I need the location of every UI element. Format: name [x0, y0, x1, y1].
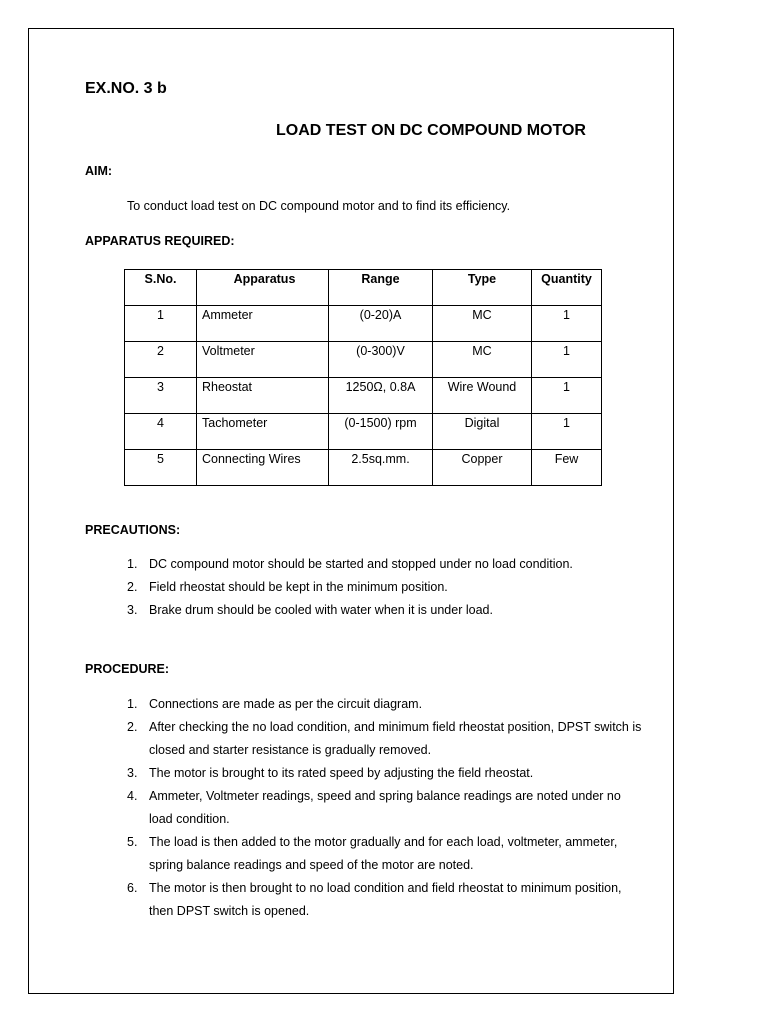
list-item: [127, 877, 647, 923]
list-item-number: 2.: [127, 720, 138, 734]
list-item-text: The load is then added to the motor gradually and for each load, voltmeter, ammeter, spring balance readings and speed of the motor are noted.: [149, 835, 618, 872]
list-item-number: 2.: [127, 580, 138, 594]
header-range: Range: [329, 270, 433, 306]
cell-sno: 2: [125, 342, 197, 378]
cell-apparatus: Connecting Wires: [197, 450, 329, 486]
cell-sno: 4: [125, 414, 197, 450]
header-quantity: Quantity: [532, 270, 602, 306]
list-item-text: The motor is then brought to no load condition and field rheostat to minimum position, then DPST switch is opened.: [149, 881, 622, 918]
cell-quantity: 1: [532, 342, 602, 378]
cell-range: (0-300)V: [329, 342, 433, 378]
cell-apparatus: Ammeter: [197, 306, 329, 342]
cell-type: Digital: [433, 414, 532, 450]
experiment-number: EX.NO. 3 b: [85, 80, 167, 97]
cell-quantity: Few: [532, 450, 602, 486]
cell-type: MC: [433, 342, 532, 378]
list-item-number: 3.: [127, 766, 138, 780]
list-item: [127, 762, 647, 785]
document-title: [0, 122, 768, 140]
list-item-text: After checking the no load condition, and minimum field rheostat position, DPST switch is closed and starter resistance is gradually removed.: [149, 720, 642, 757]
list-item: [127, 716, 647, 762]
procedure-list: [127, 693, 647, 923]
list-item: [127, 553, 647, 576]
list-item-number: 1.: [127, 557, 138, 571]
list-item-number: 5.: [127, 835, 138, 849]
list-item: [127, 599, 647, 622]
table-row: [125, 378, 602, 414]
table-row: [125, 306, 602, 342]
cell-type: MC: [433, 306, 532, 342]
cell-apparatus: Voltmeter: [197, 342, 329, 378]
cell-type: Wire Wound: [433, 378, 532, 414]
cell-range: 1250Ω, 0.8A: [329, 378, 433, 414]
cell-quantity: 1: [532, 378, 602, 414]
procedure-heading: PROCEDURE:: [85, 662, 170, 676]
precautions-heading: PRECAUTIONS:: [85, 523, 181, 537]
list-item: [127, 693, 647, 716]
list-item-text: Field rheostat should be kept in the minimum position.: [149, 580, 448, 594]
list-item-text: The motor is brought to its rated speed by adjusting the field rheostat.: [149, 766, 534, 780]
cell-type: Copper: [433, 450, 532, 486]
document-title-text: LOAD TEST ON DC COMPOUND MOTOR: [276, 122, 586, 139]
list-item-number: 6.: [127, 881, 138, 895]
list-item-text: Brake drum should be cooled with water when it is under load.: [149, 603, 493, 617]
list-item-number: 4.: [127, 789, 138, 803]
list-item: [127, 831, 647, 877]
header-sno: S.No.: [125, 270, 197, 306]
cell-sno: 5: [125, 450, 197, 486]
list-item-text: Ammeter, Voltmeter readings, speed and spring balance readings are noted under no load condition.: [149, 789, 621, 826]
apparatus-heading: APPARATUS REQUIRED:: [85, 234, 235, 248]
list-item: [127, 576, 647, 599]
cell-quantity: 1: [532, 414, 602, 450]
cell-sno: 1: [125, 306, 197, 342]
table-row: [125, 342, 602, 378]
header-apparatus: Apparatus: [197, 270, 329, 306]
cell-apparatus: Tachometer: [197, 414, 329, 450]
apparatus-table: [124, 269, 602, 486]
aim-text: To conduct load test on DC compound motor and to find its efficiency.: [127, 199, 511, 213]
aim-heading: AIM:: [85, 164, 113, 178]
cell-sno: 3: [125, 378, 197, 414]
list-item: [127, 785, 647, 831]
table-row: [125, 450, 602, 486]
list-item-text: Connections are made as per the circuit diagram.: [149, 697, 423, 711]
cell-range: (0-20)A: [329, 306, 433, 342]
precautions-list: [127, 553, 647, 622]
header-type: Type: [433, 270, 532, 306]
cell-range: (0-1500) rpm: [329, 414, 433, 450]
table-row: [125, 414, 602, 450]
list-item-text: DC compound motor should be started and stopped under no load condition.: [149, 557, 573, 571]
list-item-number: 1.: [127, 697, 138, 711]
cell-range: 2.5sq.mm.: [329, 450, 433, 486]
cell-quantity: 1: [532, 306, 602, 342]
table-header-row: [125, 270, 602, 306]
list-item-number: 3.: [127, 603, 138, 617]
cell-apparatus: Rheostat: [197, 378, 329, 414]
